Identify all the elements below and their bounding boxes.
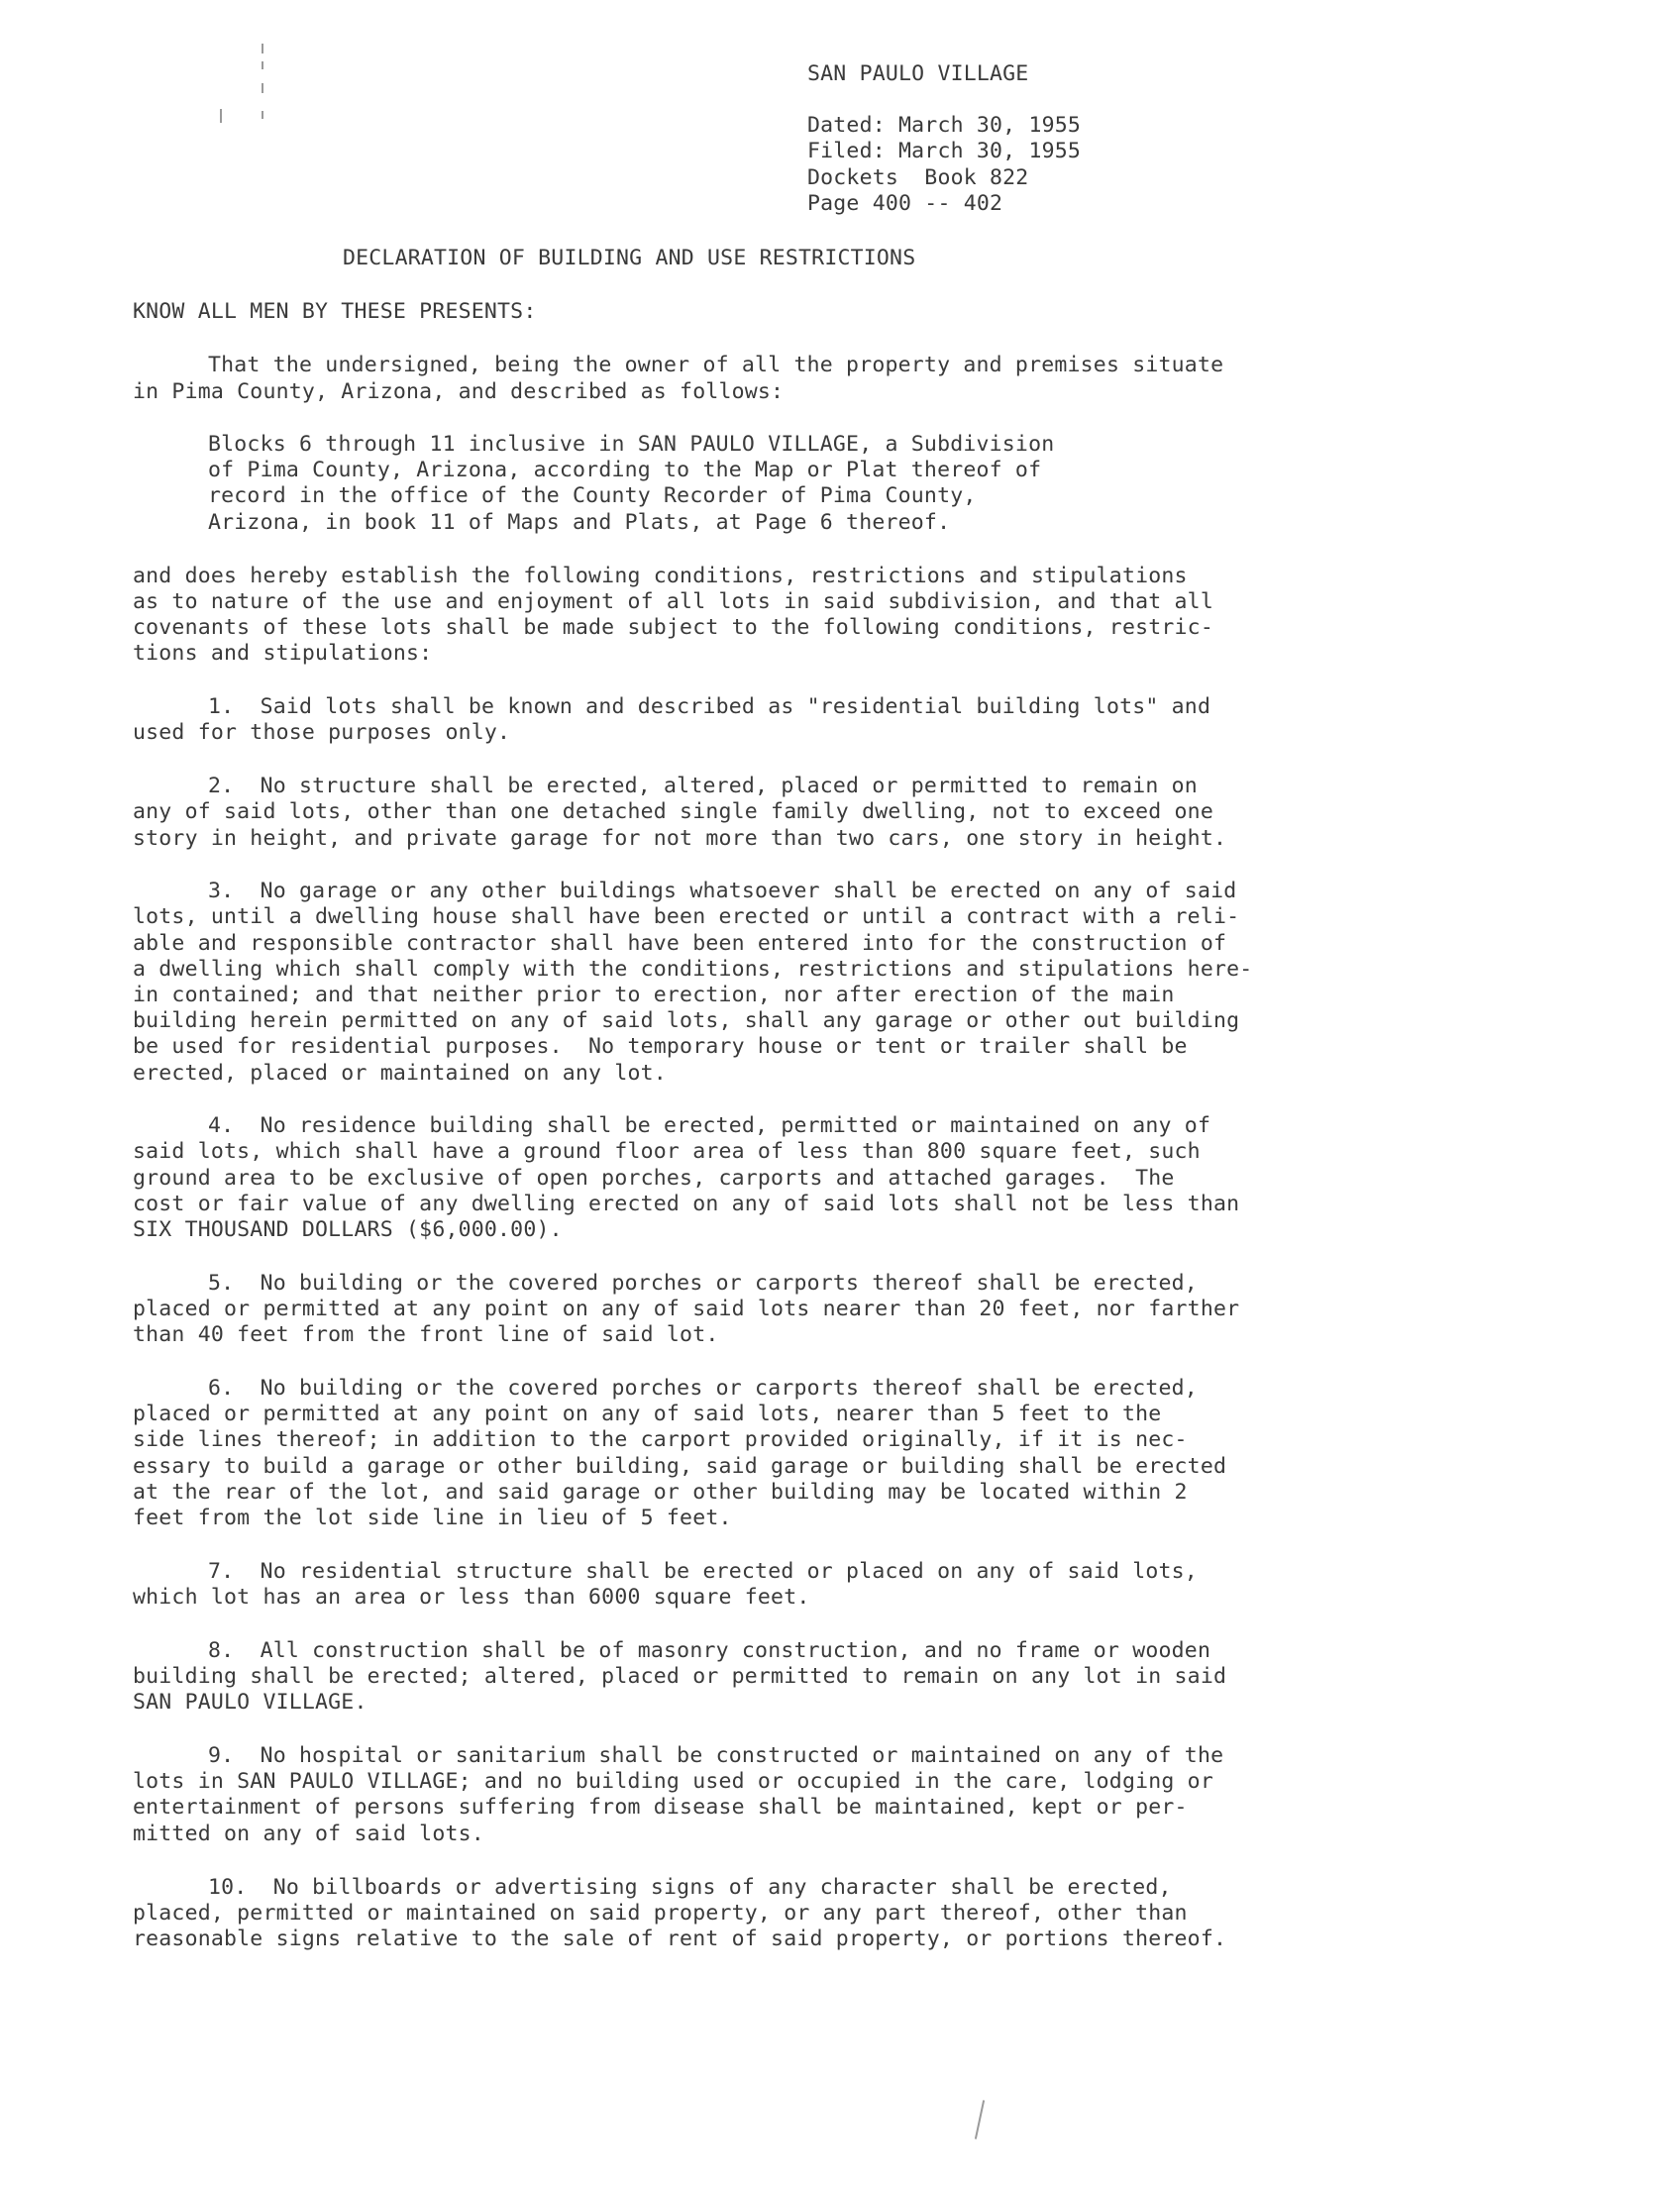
clause-9-line: mitted on any of said lots. (133, 1822, 484, 1846)
preamble-line: tions and stipulations: (133, 641, 433, 666)
clause-4-line: said lots, which shall have a ground floor area of less than 800 square feet, such (133, 1139, 1201, 1164)
clause-3-line: be used for residential purposes. No temporary house or tent or trailer shall be (133, 1034, 1188, 1059)
clause-6-line: placed or permitted at any point on any of said lots, nearer than 5 feet to the (133, 1402, 1162, 1426)
clause-6-line: essary to build a garage or other building, said garage or building shall be erected (133, 1454, 1227, 1479)
clause-6-line: 6. No building or the covered porches or carports thereof shall be erected, (208, 1376, 1198, 1401)
scan-mark (262, 61, 263, 69)
clause-10-line: reasonable signs relative to the sale of rent of said property, or portions thereof. (133, 1927, 1227, 1951)
clause-5-line: 5. No building or the covered porches or carports thereof shall be erected, (208, 1271, 1198, 1296)
clause-6-line: feet from the lot side line in lieu of 5 feet. (133, 1506, 732, 1530)
clause-3-line: able and responsible contractor shall have been entered into for the construction of (133, 931, 1227, 956)
clause-8-line: 8. All construction shall be of masonry construction, and no frame or wooden (208, 1638, 1211, 1663)
scan-mark (262, 44, 263, 53)
clause-5-line: than 40 feet from the front line of said lot. (133, 1322, 719, 1347)
clause-3-line: 3. No garage or any other buildings whatsoever shall be erected on any of said (208, 879, 1237, 903)
clause-4-line: SIX THOUSAND DOLLARS ($6,000.00). (133, 1217, 563, 1242)
dockets-line: Dockets Book 822 (807, 165, 1029, 190)
legal-description-line: Arizona, in book 11 of Maps and Plats, at Page 6 thereof. (208, 510, 951, 535)
filed-line: Filed: March 30, 1955 (807, 139, 1082, 163)
clause-10-line: placed, permitted or maintained on said property, or any part thereof, other than (133, 1901, 1188, 1926)
clause-2-line: 2. No structure shall be erected, altered, placed or permitted to remain on (208, 774, 1198, 798)
clause-4-line: 4. No residence building shall be erected, permitted or maintained on any of (208, 1113, 1211, 1138)
clause-7-line: which lot has an area or less than 6000 square feet. (133, 1585, 810, 1610)
clause-9-line: lots in SAN PAULO VILLAGE; and no building used or occupied in the care, lodging or (133, 1769, 1213, 1794)
preamble-line: as to nature of the use and enjoyment of all lots in said subdivision, and that all (133, 589, 1213, 614)
preamble-line: covenants of these lots shall be made subject to the following conditions, restric- (133, 615, 1213, 640)
clause-9-line: 9. No hospital or sanitarium shall be constructed or maintained on any of the (208, 1743, 1224, 1768)
clause-2-line: any of said lots, other than one detached single family dwelling, not to exceed one (133, 799, 1213, 824)
clause-3-line: building herein permitted on any of said lots, shall any garage or other out building (133, 1008, 1240, 1033)
intro-line: in Pima County, Arizona, and described as follows: (133, 379, 785, 404)
clause-9-line: entertainment of persons suffering from disease shall be maintained, kept or per- (133, 1795, 1188, 1820)
preamble-line: and does hereby establish the following conditions, restrictions and stipulations (133, 564, 1188, 588)
clause-1-line: used for those purposes only. (133, 720, 511, 745)
legal-description-line: of Pima County, Arizona, according to the Map or Plat thereof of (208, 458, 1042, 482)
clause-2-line: story in height, and private garage for not more than two cars, one story in height. (133, 826, 1227, 851)
clause-3-line: in contained; and that neither prior to erection, nor after erection of the main (133, 983, 1175, 1007)
clause-4-line: cost or fair value of any dwelling erected on any of said lots shall not be less than (133, 1192, 1240, 1216)
legal-description-line: Blocks 6 through 11 inclusive in SAN PAULO VILLAGE, a Subdivision (208, 432, 1055, 457)
intro-line: That the undersigned, being the owner of all the property and premises situate (208, 353, 1224, 377)
legal-description-line: record in the office of the County Recorder of Pima County, (208, 483, 977, 508)
subdivision-name: SAN PAULO VILLAGE (807, 61, 1029, 86)
scan-mark (975, 2100, 985, 2139)
scan-mark (262, 111, 263, 119)
clause-5-line: placed or permitted at any point on any of said lots nearer than 20 feet, nor farther (133, 1297, 1240, 1321)
salutation: KNOW ALL MEN BY THESE PRESENTS: (133, 299, 537, 324)
clause-1-line: 1. Said lots shall be known and described as "residential building lots" and (208, 694, 1211, 719)
dated-line: Dated: March 30, 1955 (807, 113, 1082, 138)
document-title: DECLARATION OF BUILDING AND USE RESTRICTIONS (343, 246, 916, 270)
clause-7-line: 7. No residential structure shall be erected or placed on any of said lots, (208, 1559, 1198, 1584)
clause-8-line: building shall be erected; altered, placed or permitted to remain on any lot in said (133, 1664, 1227, 1689)
clause-3-line: a dwelling which shall comply with the conditions, restrictions and stipulations here- (133, 957, 1253, 982)
clause-10-line: 10. No billboards or advertising signs of any character shall be erected, (208, 1875, 1172, 1900)
clause-3-line: erected, placed or maintained on any lot. (133, 1061, 667, 1086)
clause-6-line: at the rear of the lot, and said garage or other building may be located within 2 (133, 1480, 1188, 1505)
clause-4-line: ground area to be exclusive of open porches, carports and attached garages. The (133, 1166, 1175, 1191)
clause-8-line: SAN PAULO VILLAGE. (133, 1690, 368, 1715)
clause-3-line: lots, until a dwelling house shall have been erected or until a contract with a reli- (133, 904, 1240, 929)
scan-mark (262, 83, 263, 93)
clause-6-line: side lines thereof; in addition to the carport provided originally, if it is nec- (133, 1427, 1188, 1452)
pages-line: Page 400 -- 402 (807, 191, 1003, 216)
scan-mark (220, 109, 222, 123)
